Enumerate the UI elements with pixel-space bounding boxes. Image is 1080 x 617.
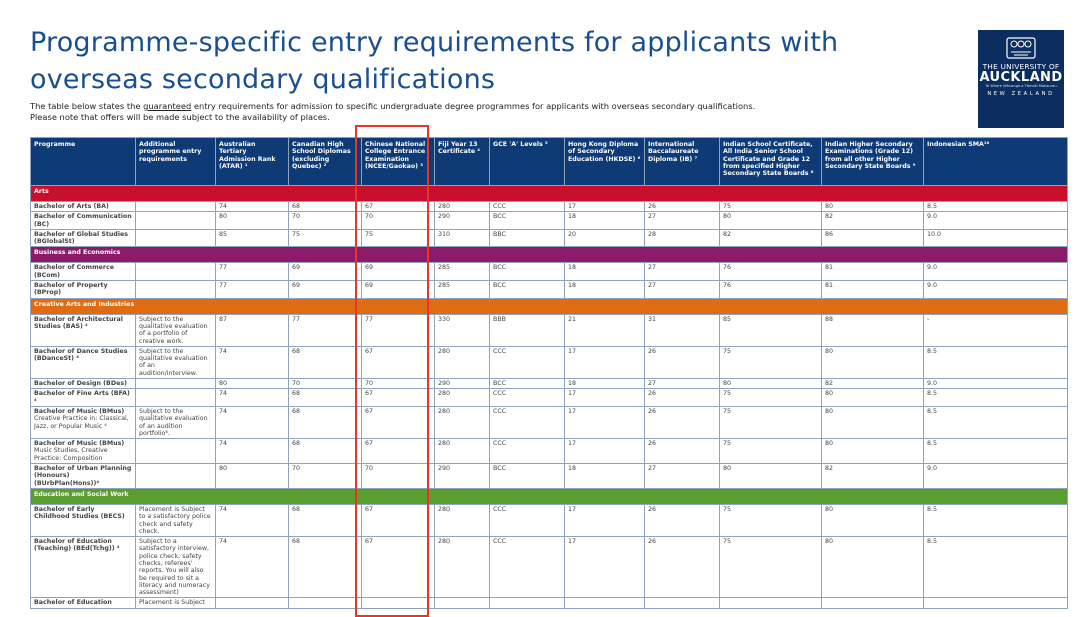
value-cell: 68 [289, 504, 362, 536]
value-cell: 280 [435, 504, 490, 536]
col-header: Hong Kong Diploma of Secondary Education (HKDSE) ⁶ [565, 138, 645, 186]
value-cell [136, 212, 216, 230]
col-header: Fiji Year 13 Certificate ⁴ [435, 138, 490, 186]
value-cell: 82 [720, 229, 822, 247]
value-cell: BCC [490, 212, 565, 230]
value-cell: 280 [435, 389, 490, 407]
value-cell: 67 [362, 537, 435, 598]
value-cell: 75 [362, 229, 435, 247]
value-cell [565, 598, 645, 608]
value-cell: 280 [435, 346, 490, 378]
value-cell: 8.5 [924, 504, 1068, 536]
value-cell: 82 [822, 379, 924, 389]
value-cell: BBB [490, 314, 565, 346]
value-cell: 81 [822, 281, 924, 299]
col-header: Indonesian SMA¹⁰ [924, 138, 1068, 186]
value-cell: BCC [490, 263, 565, 281]
value-cell [362, 598, 435, 608]
value-cell: 8.5 [924, 537, 1068, 598]
value-cell: 75 [289, 229, 362, 247]
value-cell: 20 [565, 229, 645, 247]
value-cell [435, 598, 490, 608]
value-cell: 27 [645, 379, 720, 389]
value-cell: 8.5 [924, 202, 1068, 212]
value-cell: 80 [720, 212, 822, 230]
value-cell: 74 [216, 202, 289, 212]
value-cell: BCC [490, 281, 565, 299]
value-cell: 70 [362, 379, 435, 389]
university-logo[interactable] [978, 30, 1064, 128]
intro-line-2: Please note that offers will be made subject to the availability of places. [30, 111, 330, 122]
value-cell: 80 [720, 464, 822, 489]
programme-cell: Bachelor of Global Studies (BGlobalSt) [31, 229, 136, 247]
table-row [31, 263, 1068, 281]
value-cell: 80 [822, 406, 924, 438]
value-cell: CCC [490, 406, 565, 438]
programme-cell: Bachelor of Fine Arts (BFA) ⁴ [31, 389, 136, 407]
value-cell: 18 [565, 379, 645, 389]
value-cell: 28 [645, 229, 720, 247]
value-cell: 76 [720, 281, 822, 299]
value-cell: 280 [435, 406, 490, 438]
section-row-business: Business and Economics [31, 247, 1068, 263]
table-row [31, 464, 1068, 489]
value-cell: BCC [490, 379, 565, 389]
programme-cell: Bachelor of Commerce (BCom) [31, 263, 136, 281]
value-cell: CCC [490, 504, 565, 536]
value-cell: 26 [645, 537, 720, 598]
value-cell: Placement is Subject to a satisfactory police check and safety check. [136, 504, 216, 536]
value-cell: BCC [490, 464, 565, 489]
col-header: Canadian High School Diplomas (excluding Quebec) ² [289, 138, 362, 186]
programme-cell: Bachelor of Urban Planning (Honours) (BUrbPlan(Hons))⁴ [31, 464, 136, 489]
value-cell: 18 [565, 281, 645, 299]
value-cell: 17 [565, 202, 645, 212]
table-row [31, 598, 1068, 608]
value-cell: 285 [435, 281, 490, 299]
value-cell: 77 [362, 314, 435, 346]
value-cell: 74 [216, 504, 289, 536]
value-cell: 80 [216, 212, 289, 230]
programme-cell: Bachelor of Communication (BC) [31, 212, 136, 230]
value-cell: 280 [435, 439, 490, 464]
value-cell: 74 [216, 406, 289, 438]
value-cell [289, 598, 362, 608]
value-cell [720, 598, 822, 608]
value-cell: 18 [565, 464, 645, 489]
value-cell: 85 [216, 229, 289, 247]
programme-cell: Bachelor of Arts (BA) [31, 202, 136, 212]
table-row [31, 314, 1068, 346]
value-cell: 26 [645, 202, 720, 212]
section-row-arts: Arts [31, 186, 1068, 202]
value-cell: 290 [435, 379, 490, 389]
value-cell: 68 [289, 439, 362, 464]
value-cell [136, 263, 216, 281]
col-header: Chinese National College Entrance Examination (NCEE/Gaokao) ³ [362, 138, 435, 186]
value-cell: CCC [490, 202, 565, 212]
table-row [31, 281, 1068, 299]
value-cell: 69 [362, 263, 435, 281]
value-cell: 8.5 [924, 389, 1068, 407]
value-cell: 17 [565, 439, 645, 464]
value-cell: 75 [720, 202, 822, 212]
value-cell: 75 [720, 439, 822, 464]
intro-line-1: The table below states the guaranteed entry requirements for admission to specific undergraduate degree programmes for applicants with overseas secondary qualifications. [30, 101, 756, 111]
value-cell: 77 [289, 314, 362, 346]
value-cell: 80 [822, 346, 924, 378]
col-header: International Baccalaureate Diploma (IB) ⁷ [645, 138, 720, 186]
table-row [31, 379, 1068, 389]
value-cell: 80 [822, 389, 924, 407]
value-cell: 74 [216, 537, 289, 598]
value-cell: 80 [216, 464, 289, 489]
value-cell: 88 [822, 314, 924, 346]
value-cell: CCC [490, 537, 565, 598]
table-row [31, 406, 1068, 438]
value-cell: 31 [645, 314, 720, 346]
value-cell: 76 [720, 263, 822, 281]
value-cell: 80 [216, 379, 289, 389]
value-cell: 81 [822, 263, 924, 281]
value-cell: 82 [822, 212, 924, 230]
value-cell [645, 598, 720, 608]
value-cell: 27 [645, 263, 720, 281]
col-header: GCE 'A' Levels ⁵ [490, 138, 565, 186]
value-cell: CCC [490, 439, 565, 464]
programme-cell: Bachelor of Education (Teaching) (BEd(Tchg)) ⁴ [31, 537, 136, 598]
table-row [31, 212, 1068, 230]
value-cell [136, 439, 216, 464]
value-cell: 67 [362, 389, 435, 407]
value-cell: 86 [822, 229, 924, 247]
value-cell: 70 [362, 212, 435, 230]
value-cell: 80 [822, 537, 924, 598]
value-cell: 290 [435, 212, 490, 230]
value-cell: 68 [289, 202, 362, 212]
value-cell: 77 [216, 263, 289, 281]
value-cell: 285 [435, 263, 490, 281]
value-cell: Subject to a satisfactory interview, police check, safety checks, referees' reports. You will also be required to sit a literacy and numeracy assessment) [136, 537, 216, 598]
value-cell: 69 [289, 281, 362, 299]
value-cell [490, 598, 565, 608]
value-cell: Placement is Subject [136, 598, 216, 608]
intro-text [30, 101, 950, 122]
table-row [31, 504, 1068, 536]
value-cell: 18 [565, 212, 645, 230]
programme-cell: Bachelor of Architectural Studies (BAS) ⁴ [31, 314, 136, 346]
value-cell: 26 [645, 406, 720, 438]
programme-cell: Bachelor of Music (BMus) Creative Practice in: Classical, Jazz, or Popular Music ⁴ [31, 406, 136, 438]
value-cell: 9.0 [924, 464, 1068, 489]
value-cell: 26 [645, 439, 720, 464]
value-cell: Subject to the qualitative evaluation of a portfolio of creative work. [136, 314, 216, 346]
value-cell: 74 [216, 439, 289, 464]
col-header: Australian Tertiary Admission Rank (ATAR) ¹ [216, 138, 289, 186]
table-row [31, 439, 1068, 464]
value-cell: 70 [289, 379, 362, 389]
value-cell: 9.0 [924, 379, 1068, 389]
value-cell: 77 [216, 281, 289, 299]
value-cell [136, 202, 216, 212]
table-row [31, 537, 1068, 598]
programme-cell: Bachelor of Education [31, 598, 136, 608]
value-cell [136, 379, 216, 389]
value-cell: 67 [362, 504, 435, 536]
value-cell: 75 [720, 504, 822, 536]
value-cell: 68 [289, 537, 362, 598]
value-cell: 9.0 [924, 212, 1068, 230]
value-cell [216, 598, 289, 608]
value-cell: 80 [822, 202, 924, 212]
value-cell: 10.0 [924, 229, 1068, 247]
value-cell: 75 [720, 406, 822, 438]
value-cell: 75 [720, 389, 822, 407]
value-cell: 26 [645, 389, 720, 407]
page-title: Programme-specific entry requirements for applicants with overseas secondary qualifications [30, 27, 839, 95]
value-cell: 8.5 [924, 346, 1068, 378]
programme-cell: Bachelor of Early Childhood Studies (BECS) [31, 504, 136, 536]
value-cell: CCC [490, 389, 565, 407]
table-header-row [31, 138, 1068, 186]
col-header: Programme [31, 138, 136, 186]
value-cell: 69 [362, 281, 435, 299]
value-cell: 330 [435, 314, 490, 346]
value-cell: Subject to the qualitative evaluation of an audition portfolio⁴. [136, 406, 216, 438]
value-cell: 67 [362, 406, 435, 438]
col-header: Indian School Certificate, All India Senior School Certificate and Grade 12 from specified Higher Secondary State Boards ⁸ [720, 138, 822, 186]
value-cell: 17 [565, 346, 645, 378]
value-cell: 82 [822, 464, 924, 489]
value-cell: 9.0 [924, 263, 1068, 281]
table-row [31, 202, 1068, 212]
value-cell: 68 [289, 389, 362, 407]
value-cell: 87 [216, 314, 289, 346]
value-cell [136, 464, 216, 489]
value-cell: 75 [720, 346, 822, 378]
value-cell: 70 [289, 464, 362, 489]
value-cell: 70 [289, 212, 362, 230]
value-cell [822, 598, 924, 608]
value-cell: 17 [565, 389, 645, 407]
value-cell: 67 [362, 346, 435, 378]
value-cell: 80 [822, 439, 924, 464]
logo-line-3: Te Whare Wānanga o Tāmaki Makaurau [985, 84, 1057, 88]
value-cell: 26 [645, 504, 720, 536]
value-cell: CCC [490, 346, 565, 378]
logo-line-2: AUCKLAND [979, 70, 1063, 85]
logo-line-1: THE UNIVERSITY OF [982, 62, 1060, 71]
value-cell [924, 598, 1068, 608]
programme-cell: Bachelor of Design (BDes) [31, 379, 136, 389]
value-cell: 310 [435, 229, 490, 247]
value-cell: 280 [435, 202, 490, 212]
value-cell: 85 [720, 314, 822, 346]
value-cell: 27 [645, 281, 720, 299]
col-header: Additional programme entry requirements [136, 138, 216, 186]
value-cell: 8.5 [924, 439, 1068, 464]
value-cell: 67 [362, 439, 435, 464]
value-cell: 70 [362, 464, 435, 489]
value-cell: 75 [720, 537, 822, 598]
value-cell: 17 [565, 504, 645, 536]
value-cell: 74 [216, 389, 289, 407]
logo-line-4: NEW ZEALAND [987, 91, 1055, 97]
value-cell: 80 [720, 379, 822, 389]
value-cell [136, 281, 216, 299]
entry-requirements-table [30, 137, 1068, 609]
crest-icon [1006, 37, 1036, 59]
value-cell: 80 [822, 504, 924, 536]
value-cell: 74 [216, 346, 289, 378]
value-cell: 27 [645, 464, 720, 489]
section-row-creative: Creative Arts and Industries [31, 298, 1068, 314]
section-row-education: Education and Social Work [31, 488, 1068, 504]
value-cell: 17 [565, 406, 645, 438]
value-cell: 68 [289, 346, 362, 378]
value-cell [136, 229, 216, 247]
value-cell: 69 [289, 263, 362, 281]
value-cell: 17 [565, 537, 645, 598]
value-cell: 280 [435, 537, 490, 598]
value-cell: Subject to the qualitative evaluation of an audition/interview. [136, 346, 216, 378]
value-cell: 9.0 [924, 281, 1068, 299]
table-row [31, 229, 1068, 247]
value-cell: - [924, 314, 1068, 346]
guaranteed-underline: guaranteed [143, 101, 192, 111]
table-row [31, 389, 1068, 407]
value-cell: BBC [490, 229, 565, 247]
value-cell: 27 [645, 212, 720, 230]
value-cell: 21 [565, 314, 645, 346]
value-cell: 26 [645, 346, 720, 378]
value-cell: 290 [435, 464, 490, 489]
table-row [31, 346, 1068, 378]
programme-cell: Bachelor of Property (BProp) [31, 281, 136, 299]
value-cell [136, 389, 216, 407]
value-cell: 18 [565, 263, 645, 281]
programme-cell: Bachelor of Dance Studies (BDanceSt) ⁴ [31, 346, 136, 378]
value-cell: 68 [289, 406, 362, 438]
col-header: Indian Higher Secondary Examinations (Grade 12) from all other Higher Secondary State Boards ⁹ [822, 138, 924, 186]
value-cell: 67 [362, 202, 435, 212]
programme-cell: Bachelor of Music (BMus) Music Studies, Creative Practice: Composition [31, 439, 136, 464]
value-cell: 8.5 [924, 406, 1068, 438]
